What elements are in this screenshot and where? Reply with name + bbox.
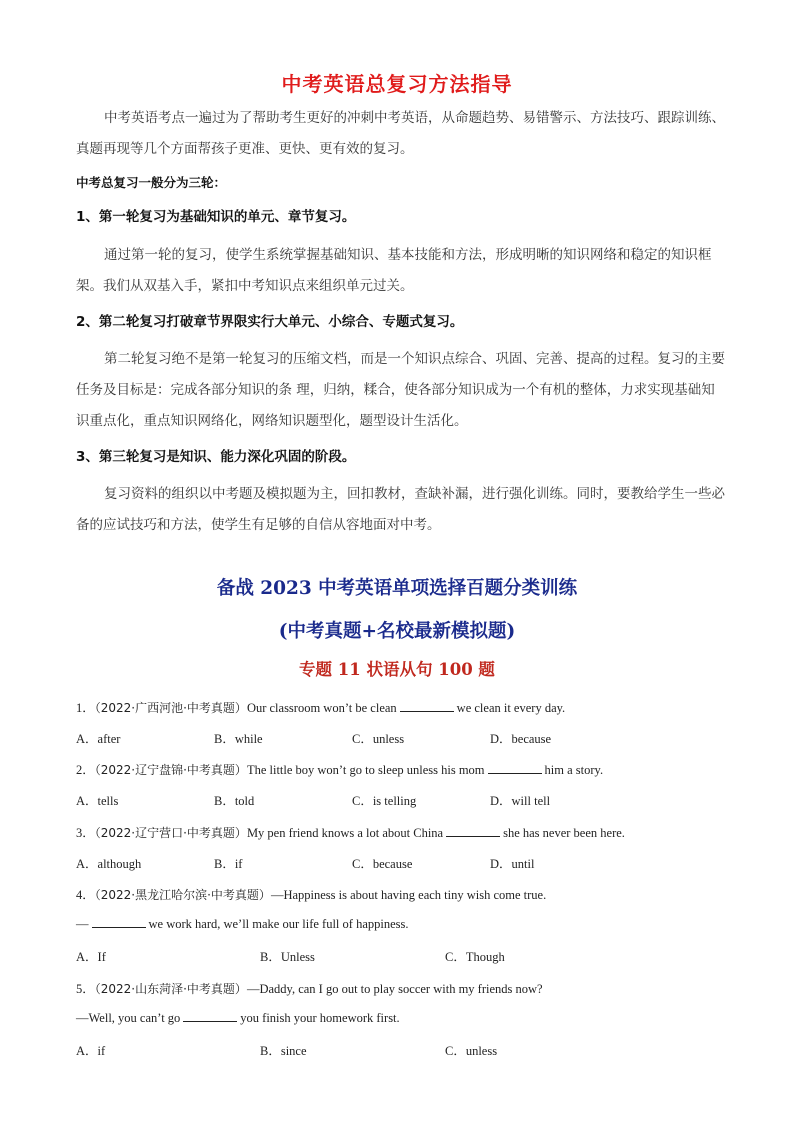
option-c: C．unless [445, 1044, 498, 1058]
three-rounds-label: 中考总复习一般分为三轮： [76, 175, 227, 190]
question-1-options [76, 729, 736, 747]
answer-blank [488, 762, 542, 774]
round-3-body: 复习资料的组织以中考题及模拟题为主，回扣教材，查缺补漏，进行强化训练。同时，要教给学生一些必备的应试技巧和方法，使学生有足够的自信从容地面对中考。 [76, 486, 725, 533]
question-1: 1．（2022·广西河池·中考真题）Our classroom won’t be clean we clean it every day. [76, 701, 566, 715]
option-b: B．told [214, 794, 255, 808]
option-a: A．if [76, 1044, 106, 1058]
option-b: B．if [214, 857, 243, 871]
topic-title: 专题 11 状语从句 100 题 [299, 660, 495, 679]
option-d: D．until [490, 857, 535, 871]
question-4: 4．（2022·黑龙江哈尔滨·中考真题）—Happiness is about having each tiny wish come true. [76, 888, 547, 902]
round-2-heading: 2、第二轮复习打破章节界限实行大单元、小综合、专题式复习。 [76, 314, 464, 330]
question-2-options [76, 791, 736, 809]
section-title: 备战 2023 中考英语单项选择百题分类训练 [216, 578, 578, 599]
answer-blank [446, 825, 500, 837]
option-a: A．If [76, 950, 106, 964]
option-c: C．because [352, 857, 413, 871]
option-b: B．Unless [260, 950, 315, 964]
option-c: C．Though [445, 950, 505, 964]
question-3-options [76, 854, 736, 872]
round-2-body: 第二轮复习绝不是第一轮复习的压缩文档，而是一个知识点综合、巩固、完善、提高的过程。复习的主要任务及目标是：完成各部分知识的条 理，归纳，糅合，使各部分知识成为一个有机的整体，力求实现基础知识重点化，重点知识网络化，网络知识题型化，题型设计生活化。 [76, 351, 725, 429]
page-title: 中考英语总复习方法指导 [281, 72, 513, 96]
round-3-heading: 3、第三轮复习是知识、能力深化巩固的阶段。 [76, 449, 356, 465]
option-c: C．unless [352, 732, 405, 746]
section-subtitle: (中考真题+名校最新模拟题) [278, 621, 516, 642]
intro-paragraph: 中考英语考点一遍过为了帮助考生更好的冲刺中考英语，从命题趋势、易错警示、方法技巧、跟踪训练、真题再现等几个方面帮孩子更准、更快、更有效的复习。 [76, 110, 725, 157]
option-b: B．while [214, 732, 263, 746]
question-4-line-2: — we work hard, we’ll make our life full of happiness. [76, 917, 409, 931]
option-b: B．since [260, 1044, 307, 1058]
answer-blank [400, 700, 454, 712]
option-a: A．tells [76, 794, 119, 808]
question-4-options [76, 947, 736, 965]
round-1-heading: 1、第一轮复习为基础知识的单元、章节复习。 [76, 209, 356, 225]
question-5: 5．（2022·山东菏泽·中考真题）—Daddy, can I go out to play soccer with my friends now? [76, 982, 543, 996]
option-a: A．although [76, 857, 142, 871]
option-d: D．will tell [490, 794, 551, 808]
answer-blank [92, 916, 146, 928]
option-d: D．because [490, 732, 552, 746]
question-5-line-2: —Well, you can’t go you finish your homework first. [76, 1011, 400, 1025]
round-1-body: 通过第一轮的复习，使学生系统掌握基础知识、基本技能和方法，形成明晰的知识网络和稳定的知识框架。我们从双基入手，紧扣中考知识点来组织单元过关。 [76, 247, 712, 294]
answer-blank [183, 1010, 237, 1022]
option-a: A．after [76, 732, 121, 746]
question-2: 2．（2022·辽宁盘锦·中考真题）The little boy won’t go to sleep unless his mom him a story. [76, 763, 604, 777]
option-c: C．is telling [352, 794, 417, 808]
question-3: 3．（2022·辽宁营口·中考真题）My pen friend knows a lot about China she has never been here. [76, 826, 625, 840]
question-5-options [76, 1041, 736, 1059]
